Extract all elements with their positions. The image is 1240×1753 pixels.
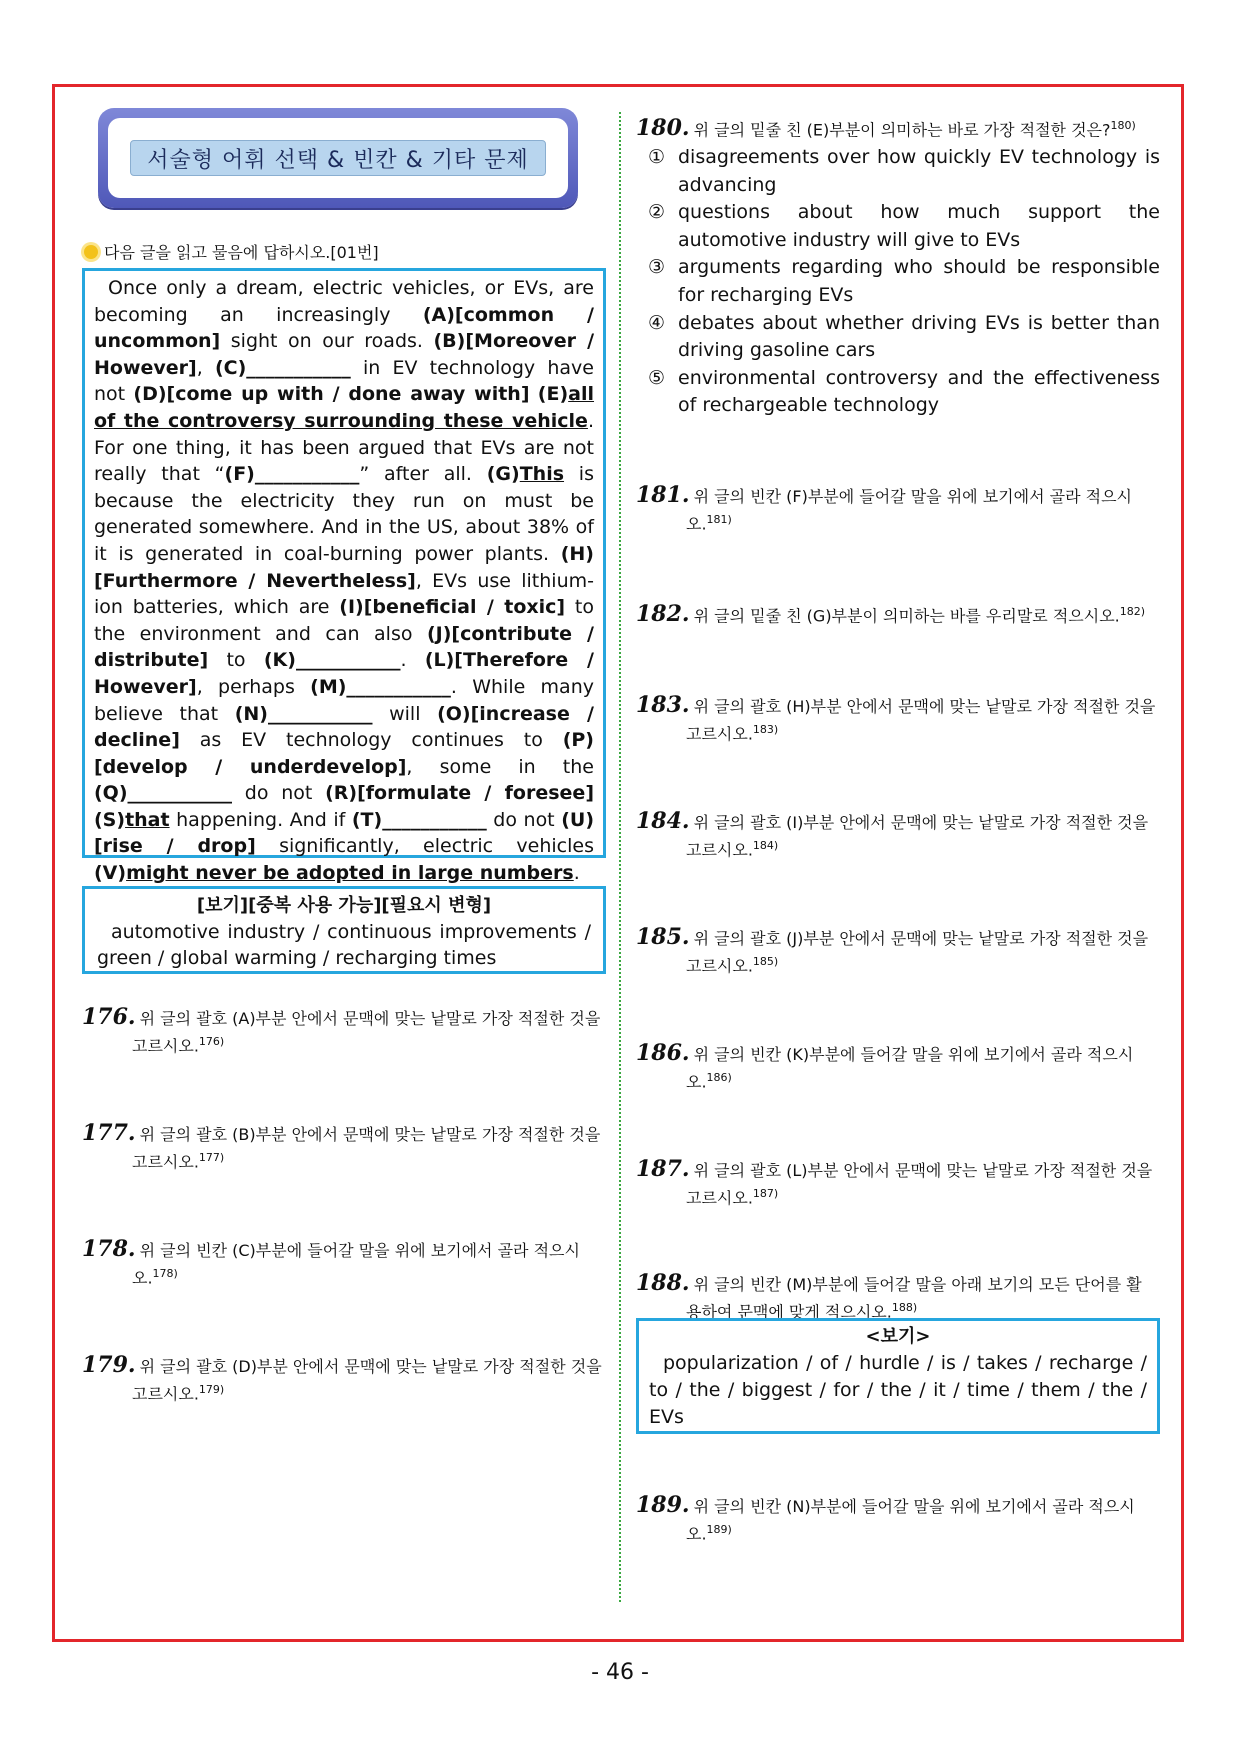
column-divider xyxy=(619,112,621,1602)
question-182: 182. 위 글의 밑줄 친 (G)부분이 의미하는 바를 우리말로 적으시오.$^{182)}$ xyxy=(636,601,1146,628)
question-184: 184. 위 글의 괄호 (I)부분 안에서 문맥에 맞는 낱말로 가장 적절한 것을 고르시오.$^{184)}$ xyxy=(636,808,1149,860)
q180-options xyxy=(648,144,1160,420)
instruction xyxy=(84,240,379,263)
scrambled-words: popularization / of / hurdle / is / takes / recharge / to / the / biggest / for / the / it / time / them / the / EVs xyxy=(649,1352,1147,1428)
title-badge xyxy=(98,108,578,208)
question-180: 180. 위 글의 밑줄 친 (E)부분이 의미하는 바로 가장 적절한 것은?$^{180)}$ xyxy=(636,115,1136,142)
option-2[interactable]: ② questions about how much support the automotive industry will give to EVs xyxy=(648,201,1160,251)
question-183: 183. 위 글의 괄호 (H)부분 안에서 문맥에 맞는 낱말로 가장 적절한 것을 고르시오.$^{183)}$ xyxy=(636,692,1156,744)
question-189: 189. 위 글의 빈칸 (N)부분에 들어갈 말을 위에 보기에서 골라 적으시 오.$^{189)}$ xyxy=(636,1492,1135,1544)
page-number: - 46 - xyxy=(591,1660,649,1685)
question-187: 187. 위 글의 괄호 (L)부분 안에서 문맥에 맞는 낱말로 가장 적절한 것을 고르시오.$^{187)}$ xyxy=(636,1156,1153,1208)
question-176: 176. 위 글의 괄호 (A)부분 안에서 문맥에 맞는 낱말로 가장 적절한 것을 고르시오.$^{176)}$ xyxy=(82,1004,601,1056)
scrambled-words-box xyxy=(636,1318,1160,1434)
question-185: 185. 위 글의 괄호 (J)부분 안에서 문맥에 맞는 낱말로 가장 적절한 것을 고르시오.$^{185)}$ xyxy=(636,924,1149,976)
question-186: 186. 위 글의 빈칸 (K)부분에 들어갈 말을 위에 보기에서 골라 적으시 오.$^{186)}$ xyxy=(636,1040,1134,1092)
reading-passage xyxy=(82,268,606,885)
sun-icon xyxy=(84,245,98,259)
option-3[interactable]: ③ arguments regarding who should be responsible for recharging EVs xyxy=(648,256,1160,306)
question-177: 177. 위 글의 괄호 (B)부분 안에서 문맥에 맞는 낱말로 가장 적절한 것을 고르시오.$^{177)}$ xyxy=(82,1120,601,1172)
page-title: 서술형 어휘 선택 & 빈칸 & 기타 문제 xyxy=(130,140,546,176)
question-181: 181. 위 글의 빈칸 (F)부분에 들어갈 말을 위에 보기에서 골라 적으시 오.$^{181)}$ xyxy=(636,482,1132,534)
question-178: 178. 위 글의 빈칸 (C)부분에 들어갈 말을 위에 보기에서 골라 적으시 오.$^{178)}$ xyxy=(82,1236,580,1288)
question-188: 188. 위 글의 빈칸 (M)부분에 들어갈 말을 아래 보기의 모든 단어를 활 용하여 문맥에 맞게 적으시오.$^{188)}$ xyxy=(636,1270,1142,1322)
option-5[interactable]: ⑤ environmental controversy and the effectiveness of rechargeable technology xyxy=(648,366,1160,417)
option-1[interactable]: ① disagreements over how quickly EV technology is advancing xyxy=(648,146,1160,196)
word-bank-box xyxy=(82,886,606,974)
word-bank-header: [보기][중복 사용 가능][필요시 변형] xyxy=(196,895,492,916)
instruction-text: 다음 글을 읽고 물음에 답하시오.[01번] xyxy=(104,243,379,262)
option-4[interactable]: ④ debates about whether driving EVs is better than driving gasoline cars xyxy=(648,311,1160,362)
question-179: 179. 위 글의 괄호 (D)부분 안에서 문맥에 맞는 낱말로 가장 적절한 것을 고르시오.$^{179)}$ xyxy=(82,1352,602,1404)
word-bank-words: automotive industry / continuous improvements / green / global warming / recharging times xyxy=(97,921,591,969)
passage-text: Once only a dream, electric vehicles, or EVs, are becoming an increasingly (A)[common / uncommon] sight on our roads. (B)[Moreover / However], (C)___________ in EV technology have not (D)[come up with / done away with] (E)all of the controversy surrounding these vehicle. For one thing, it has been argued that EVs are not really that “(F)___________” after all. (G)This is because the electricity they run on must be generated somewhere. And in the US, about 38% of it is generated in coal-burning power plants. (H)[Furthermore / Nevertheless], EVs use lithium-ion batteries, which are (I)[beneficial / toxic] to the environment and can also (J)[contribute / distribute] to (K)___________. (L)[Therefore / However], perhaps (M)___________. While many believe that (N)___________ will (O)[increase / decline] as EV technology continues to (P)[develop / underdevelop], some in the (Q)___________ do not (R)[formulate / foresee] (S)that happening. And if (T)___________ do not (U)[rise / drop] significantly, electric vehicles (V)might never be adopted in large numbers. xyxy=(94,277,595,885)
scrambled-words-header: <보기> xyxy=(865,1326,931,1347)
